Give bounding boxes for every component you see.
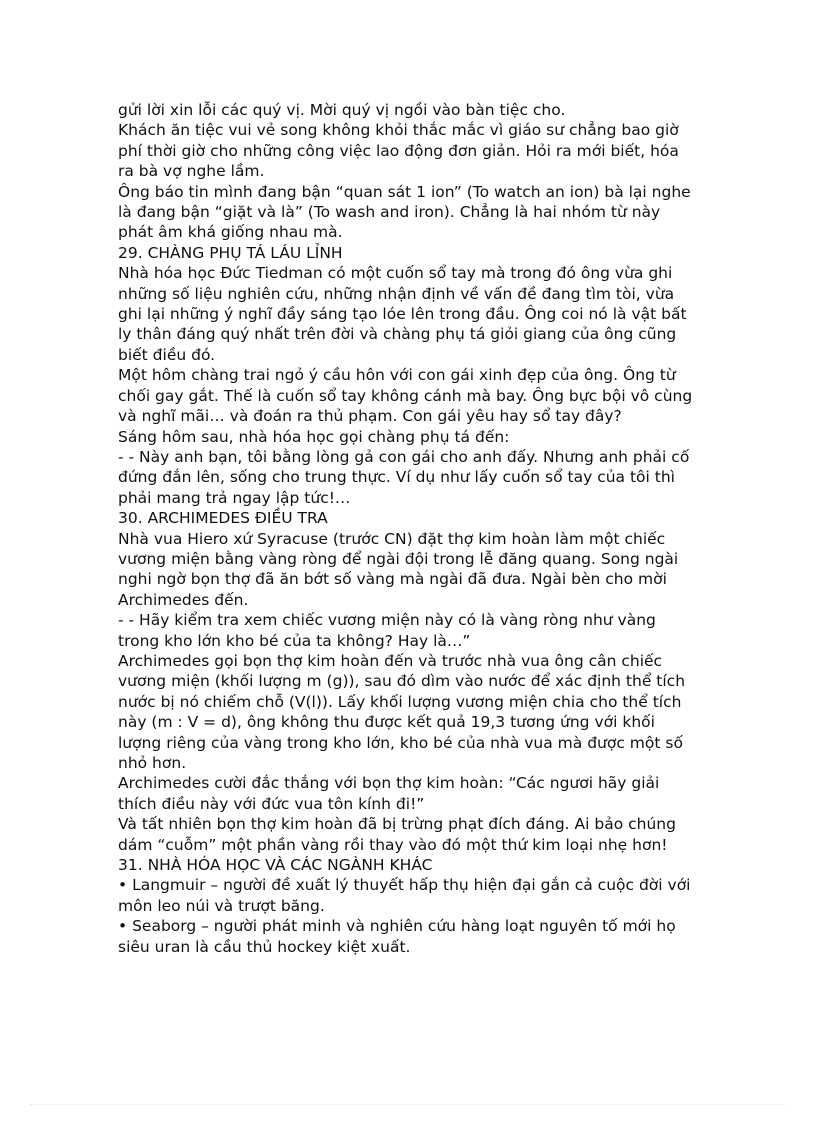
paragraph: Nhà hóa học Đức Tiedman có một cuốn sổ tay mà trong đó ông vừa ghi những số liệu nghiên cứu, những nhận định về vấn đề đang tìm tòi, vừa ghi lại những ý nghĩ đầy sáng tạo lóe lên trong đầu. Ông coi nó là vật bất ly thân đáng quý nhất trên đời và chàng phụ tá giỏi giang của ông cũng biết điều đó. [118, 264, 687, 364]
section-heading: 29. CHÀNG PHỤ TÁ LÁU LỈNH [118, 243, 343, 262]
document-page [118, 100, 698, 957]
paragraph: Nhà vua Hiero xứ Syracuse (trước CN) đặt thợ kim hoàn làm một chiếc vương miện bằng vàng ròng để ngài đội trong lễ đăng quang. Song ngài nghi ngờ bọn thợ đã ăn bớt số vàng mà ngài đã đưa. Ngài bèn cho mời Archimedes đến. [118, 529, 679, 609]
bullet-item: • Langmuir – người đề xuất lý thuyết hấp thụ hiện đại gắn cả cuộc đời với môn leo núi và trượt băng. [118, 876, 691, 915]
paragraph: Archimedes cười đắc thắng với bọn thợ kim hoàn: “Các ngươi hãy giải thích điều này với đức vua tôn kính đi!” [118, 774, 660, 813]
dialogue-line: - - Này anh bạn, tôi bằng lòng gả con gái cho anh đấy. Nhưng anh phải cố đứng đắn lên, sống cho trung thực. Ví dụ như lấy cuốn sổ tay của tôi thì phải mang trả ngay lập tức!… [118, 447, 690, 507]
paragraph: Archimedes gọi bọn thợ kim hoàn đến và trước nhà vua ông cân chiếc vương miện (khối lượng m (g)), sau đó dìm vào nước để xác định thể tích nước bị nó chiếm chỗ (V(l)). Lấy khối lượng vương miện chia cho thể tích này (m : V = d), ông không thu được kết quả 19,3 tương ứng với khối lượng riêng của vàng trong kho lớn, kho bé của nhà vua mà được một số nhỏ hơn. [118, 651, 686, 772]
section-heading: 31. NHÀ HÓA HỌC VÀ CÁC NGÀNH KHÁC [118, 856, 433, 875]
paragraph: gửi lời xin lỗi các quý vị. Mời quý vị ngồi vào bàn tiệc cho. [118, 101, 566, 119]
paragraph: Ông báo tin mình đang bận “quan sát 1 ion” (To watch an ion) bà lại nghe là đang bận “giặt và là” (To wash and iron). Chẳng là hai nhóm từ này phát âm khá giống nhau mà. [118, 182, 691, 242]
page-bottom-border [30, 1104, 786, 1105]
paragraph: Một hôm chàng trai ngỏ ý cầu hôn với con gái xinh đẹp của ông. Ông từ chối gay gắt. Thế là cuốn sổ tay không cánh mà bay. Ông bực bội vô cùng và nghĩ mãi… và đoán ra thủ phạm. Con gái yêu hay sổ tay đây? [118, 366, 693, 426]
bullet-item: • Seaborg – người phát minh và nghiên cứu hàng loạt nguyên tố mới họ siêu uran là cầu thủ hockey kiệt xuất. [118, 917, 676, 956]
section-heading: 30. ARCHIMEDES ĐIỀU TRA [118, 509, 328, 528]
paragraph: Sáng hôm sau, nhà hóa học gọi chàng phụ tá đến: [118, 427, 510, 446]
dialogue-line: - - Hãy kiểm tra xem chiếc vương miện này có là vàng ròng như vàng trong kho lớn kho bé của ta không? Hay là…” [118, 611, 656, 650]
paragraph: Và tất nhiên bọn thợ kim hoàn đã bị trừng phạt đích đáng. Ai bảo chúng dám “cuỗm” một phần vàng rồi thay vào đó một thứ kim loại nhẹ hơn! [118, 815, 676, 854]
paragraph: Khách ăn tiệc vui vẻ song không khỏi thắc mắc vì giáo sư chẳng bao giờ phí thời giờ cho những công việc lao động đơn giản. Hỏi ra mới biết, hóa ra bà vợ nghe lầm. [118, 121, 679, 181]
